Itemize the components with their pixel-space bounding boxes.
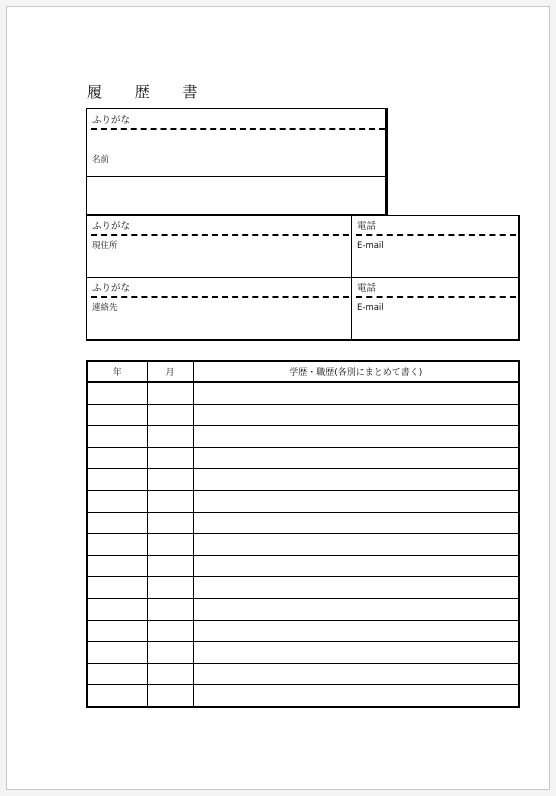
year-cell[interactable] (87, 426, 147, 448)
contact-address-label: 連絡先 (92, 303, 118, 313)
history-cell[interactable] (193, 620, 519, 642)
year-cell[interactable] (87, 447, 147, 469)
document-title: 履 歴 書 (87, 83, 212, 101)
year-cell[interactable] (87, 469, 147, 491)
name-furigana-label: ふりがな (92, 115, 131, 126)
history-row (87, 447, 519, 469)
history-row (87, 663, 519, 685)
current-furigana-label: ふりがな (92, 221, 131, 232)
year-header: 年 (87, 361, 147, 382)
name-label: 名前 (92, 155, 110, 165)
history-cell[interactable] (193, 598, 519, 620)
year-cell[interactable] (87, 620, 147, 642)
year-cell[interactable] (87, 685, 147, 707)
history-cell[interactable] (193, 447, 519, 469)
month-header: 月 (147, 361, 193, 382)
month-cell[interactable] (147, 598, 193, 620)
month-cell[interactable] (147, 404, 193, 426)
history-row (87, 555, 519, 577)
month-cell[interactable] (147, 663, 193, 685)
history-cell[interactable] (193, 685, 519, 707)
history-cell[interactable] (193, 512, 519, 534)
year-cell[interactable] (87, 598, 147, 620)
current-phone-dashline (356, 234, 516, 236)
year-cell[interactable] (87, 642, 147, 664)
history-cell[interactable] (193, 663, 519, 685)
month-cell[interactable] (147, 490, 193, 512)
name-box (86, 108, 388, 215)
current-email-label: E-mail (357, 241, 384, 251)
contact-furigana-dashline (91, 296, 349, 298)
year-cell[interactable] (87, 404, 147, 426)
month-cell[interactable] (147, 534, 193, 556)
history-row (87, 598, 519, 620)
current-address-label: 現住所 (92, 241, 118, 251)
history-table (86, 360, 520, 708)
history-row (87, 512, 519, 534)
contact-email-label: E-mail (357, 303, 384, 313)
history-row (87, 577, 519, 599)
history-cell[interactable] (193, 642, 519, 664)
history-row (87, 404, 519, 426)
contact-furigana-label: ふりがな (92, 283, 131, 294)
contact-phone-label: 電話 (357, 283, 377, 294)
history-row (87, 426, 519, 448)
month-cell[interactable] (147, 426, 193, 448)
year-cell[interactable] (87, 490, 147, 512)
name-furigana-dashline (91, 128, 385, 130)
history-cell[interactable] (193, 555, 519, 577)
history-row (87, 534, 519, 556)
month-cell[interactable] (147, 685, 193, 707)
history-cell[interactable] (193, 426, 519, 448)
year-cell[interactable] (87, 663, 147, 685)
history-row (87, 685, 519, 707)
history-header-row (87, 361, 519, 382)
resume-page (6, 6, 550, 790)
address-column-divider (351, 215, 352, 341)
address-row-divider (86, 277, 520, 278)
month-cell[interactable] (147, 469, 193, 491)
month-cell[interactable] (147, 382, 193, 404)
year-cell[interactable] (87, 382, 147, 404)
year-cell[interactable] (87, 512, 147, 534)
history-cell[interactable] (193, 382, 519, 404)
history-cell[interactable] (193, 490, 519, 512)
history-row (87, 642, 519, 664)
year-cell[interactable] (87, 577, 147, 599)
history-row (87, 620, 519, 642)
month-cell[interactable] (147, 447, 193, 469)
history-header: 学歴・職歴(各別にまとめて書く) (193, 361, 519, 382)
history-cell[interactable] (193, 469, 519, 491)
history-row (87, 490, 519, 512)
current-furigana-dashline (91, 234, 349, 236)
contact-phone-dashline (356, 296, 516, 298)
history-row (87, 382, 519, 404)
history-cell[interactable] (193, 577, 519, 599)
history-cell[interactable] (193, 404, 519, 426)
history-row (87, 469, 519, 491)
month-cell[interactable] (147, 512, 193, 534)
month-cell[interactable] (147, 642, 193, 664)
year-cell[interactable] (87, 555, 147, 577)
month-cell[interactable] (147, 555, 193, 577)
year-cell[interactable] (87, 534, 147, 556)
month-cell[interactable] (147, 620, 193, 642)
history-body (87, 382, 519, 707)
current-phone-label: 電話 (357, 221, 377, 232)
history-cell[interactable] (193, 534, 519, 556)
month-cell[interactable] (147, 577, 193, 599)
name-divider (86, 176, 388, 177)
